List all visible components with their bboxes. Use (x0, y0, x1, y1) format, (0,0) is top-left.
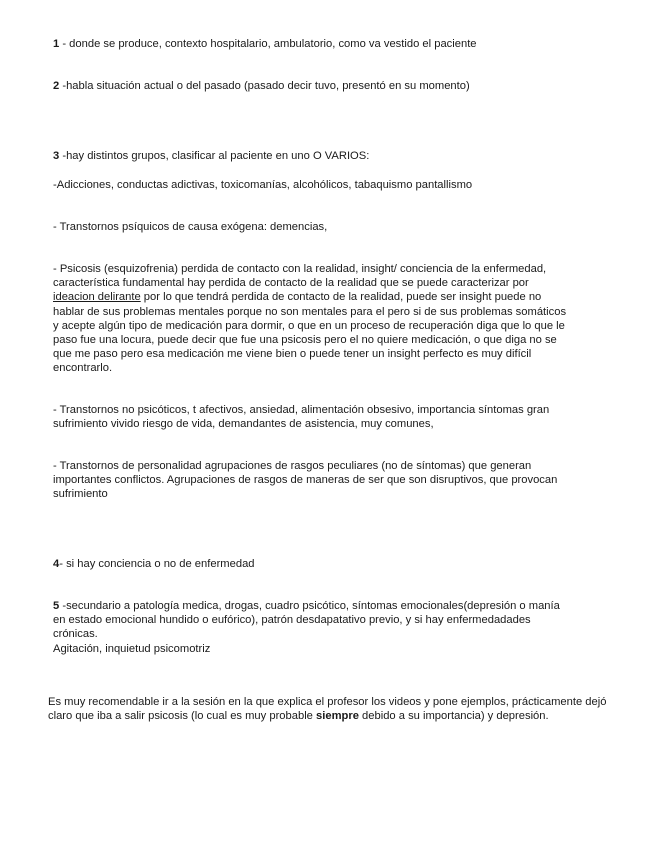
section-number: 5 (53, 600, 60, 612)
section-number: 3 (53, 150, 60, 162)
section-number: 4 (53, 558, 60, 570)
group-adicciones: -Adicciones, conductas adictivas, toxicomanías, alcohólicos, tabaquismo pantallismo (53, 179, 473, 191)
section-2 (53, 79, 573, 93)
group-personalidad: - Transtornos de personalidad agrupaciones de rasgos peculiares (no de síntomas) que generan importantes conflictos. Agrupaciones de rasgos de maneras de ser que son disruptivos, que provocan sufrimiento (53, 460, 558, 501)
section-number: 2 (53, 80, 60, 92)
section-number: 1 (53, 38, 60, 50)
section-text: -secundario a patología medica, drogas, cuadro psicótico, síntomas emocionales(depresión o manía en estado emocional hundido o eufórico), patrón desdapatativo previo, y si hay enfermedadades crónicas. (53, 600, 560, 641)
section-4 (53, 557, 573, 571)
section-5 (53, 599, 573, 656)
group-exogenos: - Transtornos psíquicos de causa exógena: demencias, (53, 221, 328, 233)
closing-text-2: debido a su importancia) y depresión. (358, 710, 549, 723)
bold-term: siempre (316, 710, 359, 723)
psicosis-text-1: - Psicosis (esquizofrenia) perdida de contacto con la realidad, insight/ conciencia de la enfermedad, característica fundamental hay perdida de contacto de la realidad que se puede caracterizar por (53, 263, 547, 290)
section-text: -hay distintos grupos, clasificar al paciente en uno O VARIOS: (59, 150, 370, 162)
closing-text-1: Es muy recomendable ir a la sesión en la que explica el profesor los videos y pone ejemplos, prácticamente dejó claro que iba a salir psicosis (lo cual es muy probable (48, 696, 607, 723)
section-5-line2: Agitación, inquietud psicomotriz (53, 642, 211, 655)
section-text: -habla situación actual o del pasado (pasado decir tuvo, presentó en su momento) (59, 80, 470, 92)
closing-note (48, 695, 628, 723)
section-3 (53, 149, 573, 163)
section-text: - si hay conciencia o no de enfermedad (59, 558, 255, 570)
group-psicosis (53, 262, 573, 376)
section-text: - donde se produce, contexto hospitalario, ambulatorio, como va vestido el paciente (59, 38, 477, 50)
underlined-term: ideacion delirante (53, 291, 141, 304)
group-no-psicoticos: - Transtornos no psicóticos, t afectivos, ansiedad, alimentación obsesivo, importancia síntomas gran sufrimiento vivido riesgo de vida, demandantes de asistencia, muy comunes, (53, 404, 550, 431)
psicosis-text-2: por lo que tendrá perdida de contacto de la realidad, puede ser insight puede no hablar de sus problemas mentales porque no son mentales para el pero si de sus problemas somáticos y acepte algún tipo de medicación para dormir, o que en un proceso de recuperación diga que lo que le paso fue una locura, puede decir que fue una psicosis pero el no quiere medicación, o que diga no se que me paso pero esa medicación me viene bien o puede tener un insight perfecto es muy difícil encontrarlo. (53, 291, 567, 375)
section-1 (53, 37, 573, 51)
